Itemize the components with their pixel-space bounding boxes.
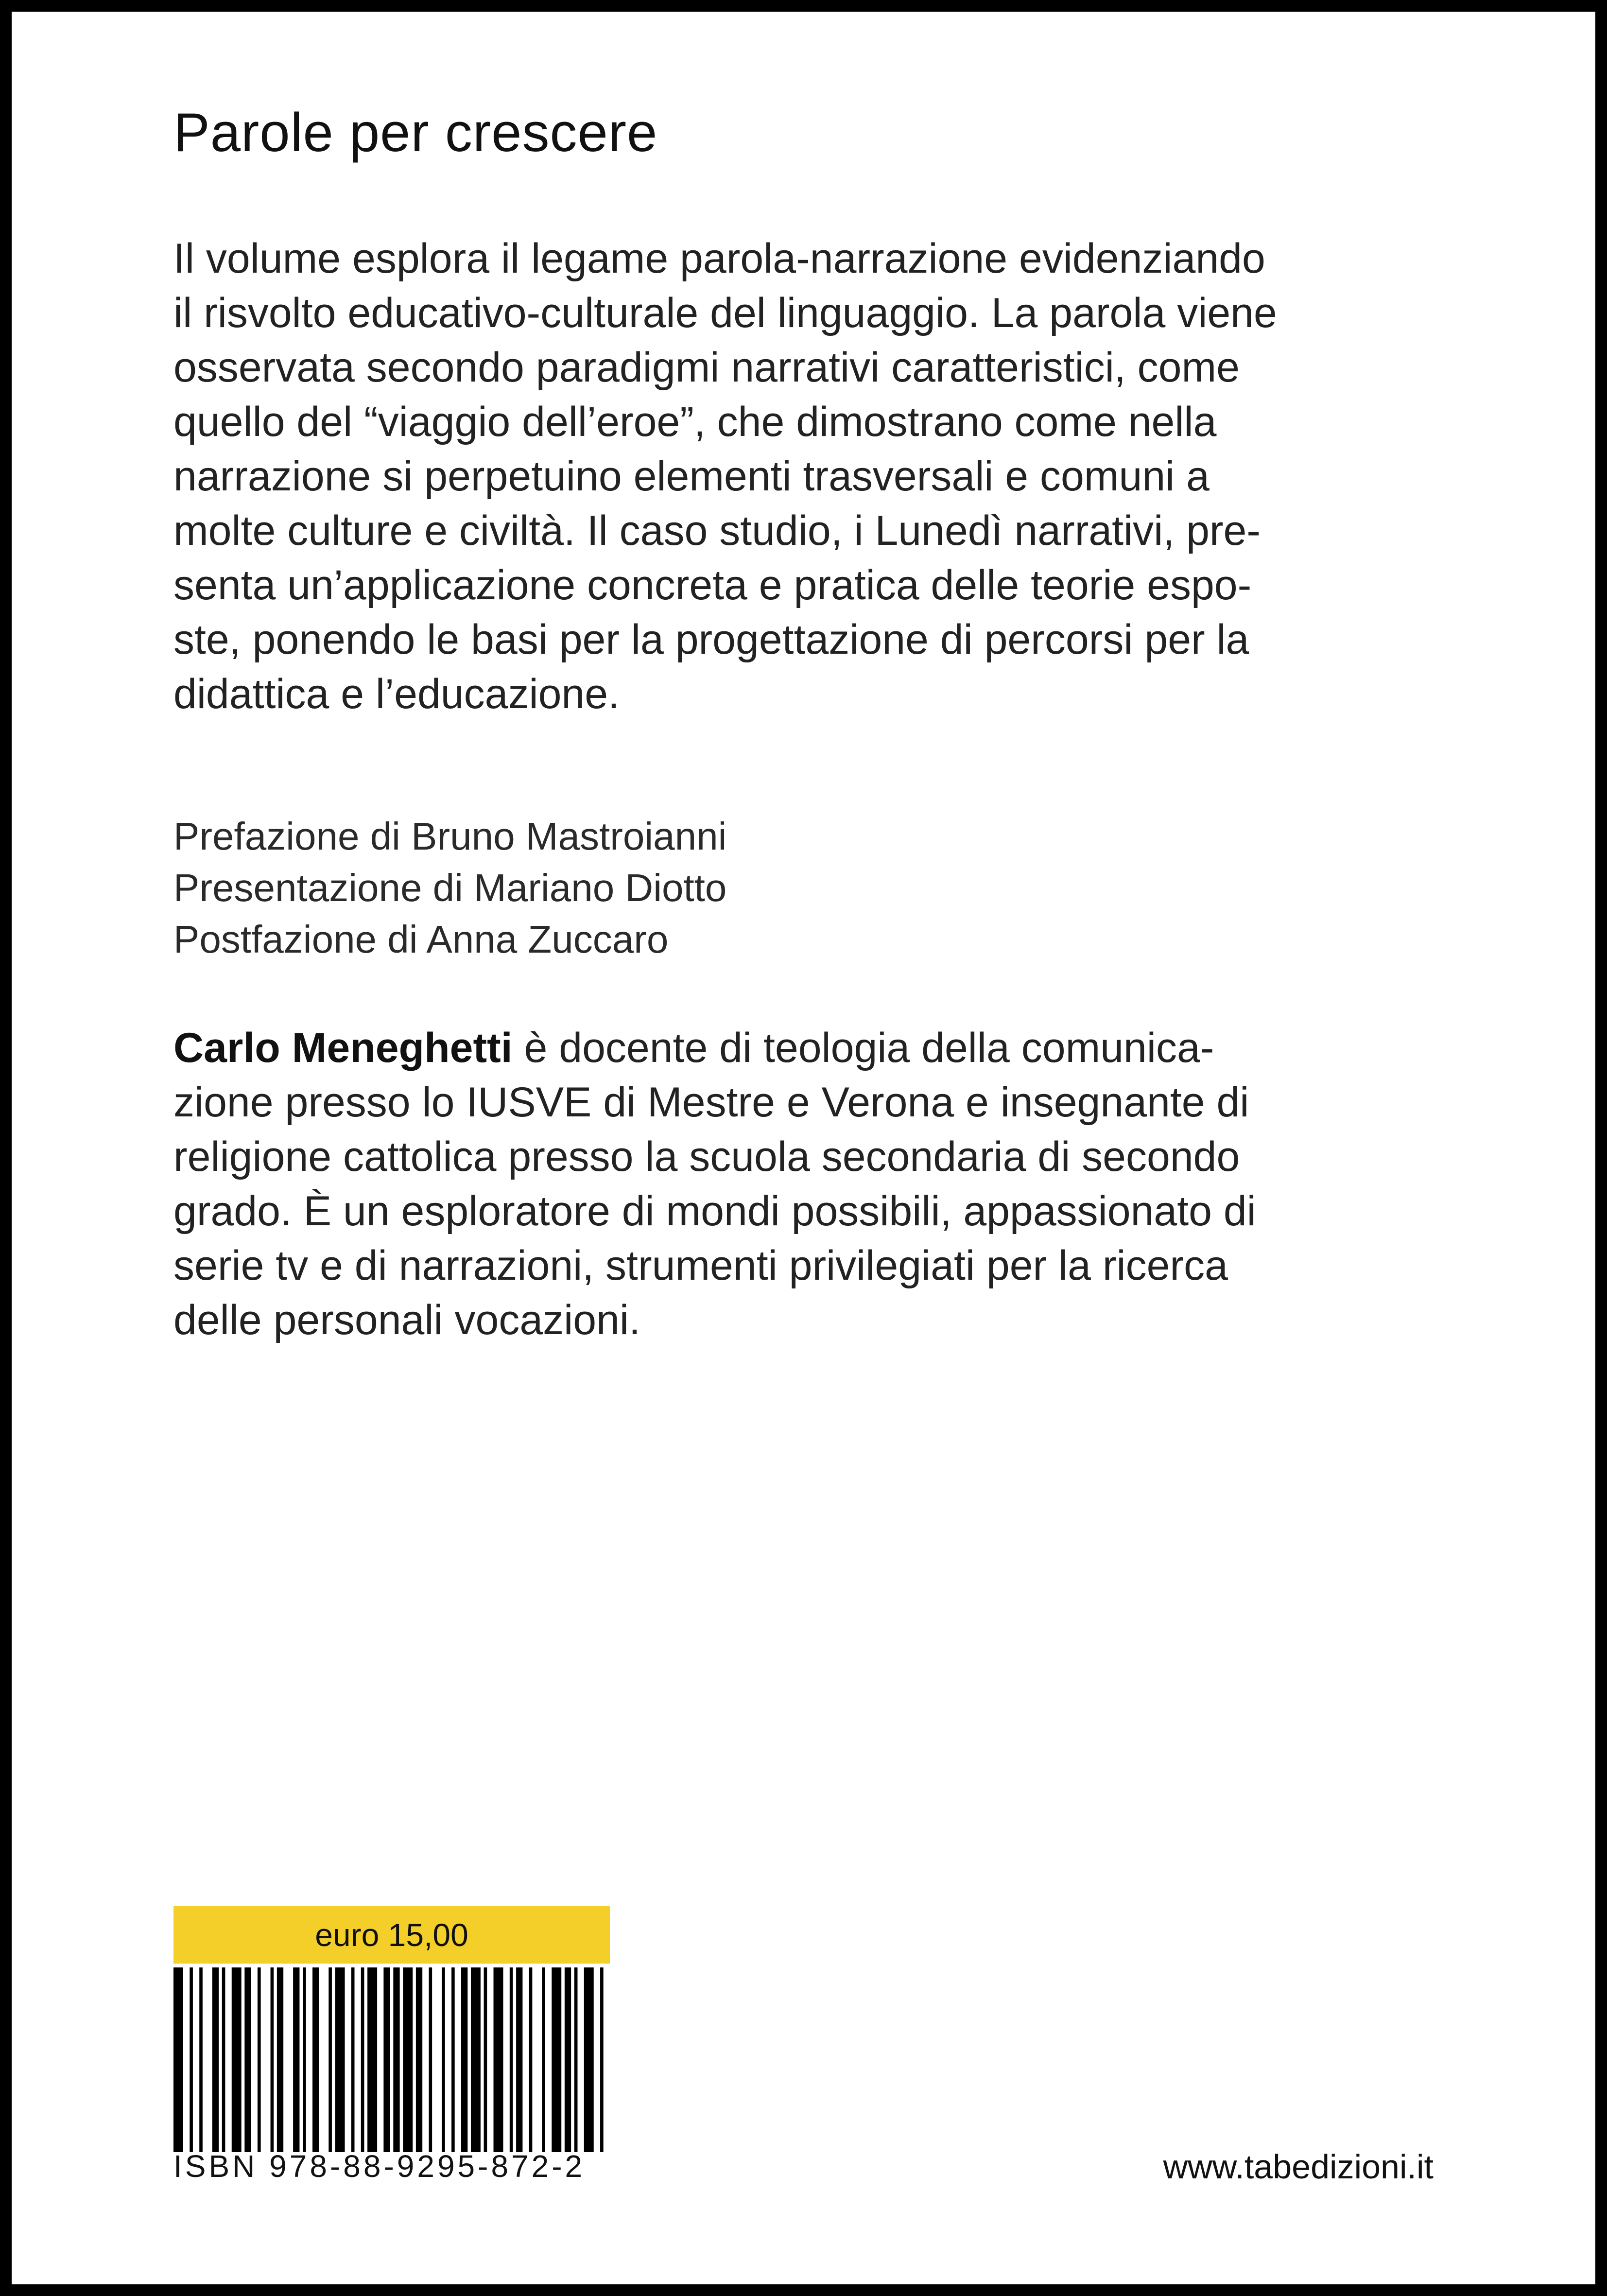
presentation-credit: Presentazione di Mariano Diotto: [173, 866, 727, 909]
barcode-bar: [451, 1967, 455, 2152]
barcode-bar: [199, 1967, 203, 2152]
barcode-bar: [271, 1967, 274, 2152]
barcode-bar: [277, 1967, 283, 2152]
barcode-bar: [351, 1967, 355, 2152]
barcode-bar: [328, 1967, 332, 2152]
book-description: [173, 231, 1437, 721]
preface-credit: Prefazione di Bruno Mastroianni: [173, 815, 727, 858]
barcode-bar: [335, 1967, 345, 2152]
bio-line: [173, 1021, 1437, 1075]
barcode-bar: [416, 1967, 422, 2152]
barcode-bar: [516, 1967, 522, 2152]
book-credits: [173, 811, 726, 965]
barcode-bar: [494, 1967, 503, 2152]
price-text: euro 15,00: [315, 1917, 468, 1953]
description-line: il risvolto educativo-culturale del linguaggio. La parola viene: [173, 290, 1277, 336]
description-line: didattica e l’educazione.: [173, 671, 620, 717]
barcode-bar: [484, 1967, 487, 2152]
bio-line: delle personali vocazioni.: [173, 1297, 640, 1343]
barcode-bar: [361, 1967, 364, 2152]
barcode-bar: [403, 1967, 413, 2152]
publisher-website: www.tabedizioni.it: [1163, 2148, 1434, 2186]
author-name: Carlo Meneghetti: [173, 1025, 513, 1071]
barcode-bar: [393, 1967, 399, 2152]
bio-line: religione cattolica presso la scuola secondaria di secondo: [173, 1133, 1240, 1180]
barcode-bar: [212, 1967, 219, 2152]
postface-credit: Postfazione di Anna Zuccaro: [173, 918, 669, 961]
barcode-bar: [312, 1967, 319, 2152]
barcode-bar: [542, 1967, 545, 2152]
barcode-bar: [232, 1967, 242, 2152]
barcode-bar: [429, 1967, 432, 2152]
barcode-bar: [293, 1967, 299, 2152]
bio-first-line-text: è docente di teologia della comunica-: [512, 1025, 1214, 1071]
barcode-bar: [383, 1967, 390, 2152]
isbn-number: ISBN 978-88-9295-872-2: [173, 2149, 586, 2184]
barcode-bar: [565, 1967, 571, 2152]
book-title: Parole per crescere: [173, 102, 658, 163]
author-bio: [173, 1021, 1437, 1347]
description-line: quello del “viaggio dell’eroe”, che dimostrano come nella: [173, 399, 1217, 445]
description-line: senta un’applicazione concreta e pratica delle teorie espo-: [173, 562, 1252, 609]
description-line: ste, ponendo le basi per la progettazione di percorsi per la: [173, 616, 1249, 663]
barcode: [173, 1967, 610, 2152]
barcode-bar: [552, 1967, 561, 2152]
barcode-bar: [222, 1967, 225, 2152]
barcode-bar: [510, 1967, 513, 2152]
barcode-bar: [442, 1967, 445, 2152]
barcode-bar: [190, 1967, 193, 2152]
barcode-bar: [529, 1967, 533, 2152]
barcode-bar: [303, 1967, 306, 2152]
bio-line: grado. È un esploratore di mondi possibili, appassionato di: [173, 1188, 1256, 1235]
barcode-bar: [258, 1967, 261, 2152]
barcode-bar: [367, 1967, 377, 2152]
barcode-bar: [471, 1967, 481, 2152]
description-line: narrazione si perpetuino elementi trasversali e comuni a: [173, 453, 1210, 500]
description-line: osservata secondo paradigmi narrativi caratteristici, come: [173, 344, 1240, 391]
bio-line: zione presso lo IUSVE di Mestre e Verona e insegnante di: [173, 1079, 1249, 1126]
description-line: molte culture e civiltà. Il caso studio, i Lunedì narrativi, pre-: [173, 507, 1261, 554]
bio-line: serie tv e di narrazioni, strumenti privilegiati per la ricerca: [173, 1242, 1228, 1289]
price-label: [173, 1906, 610, 1964]
barcode-bar: [461, 1967, 467, 2152]
description-line: Il volume esplora il legame parola-narrazione evidenziando: [173, 235, 1265, 282]
barcode-bar: [584, 1967, 594, 2152]
barcode-bar: [600, 1967, 604, 2152]
barcode-bar: [173, 1967, 183, 2152]
barcode-bar: [244, 1967, 251, 2152]
barcode-bar: [574, 1967, 578, 2152]
